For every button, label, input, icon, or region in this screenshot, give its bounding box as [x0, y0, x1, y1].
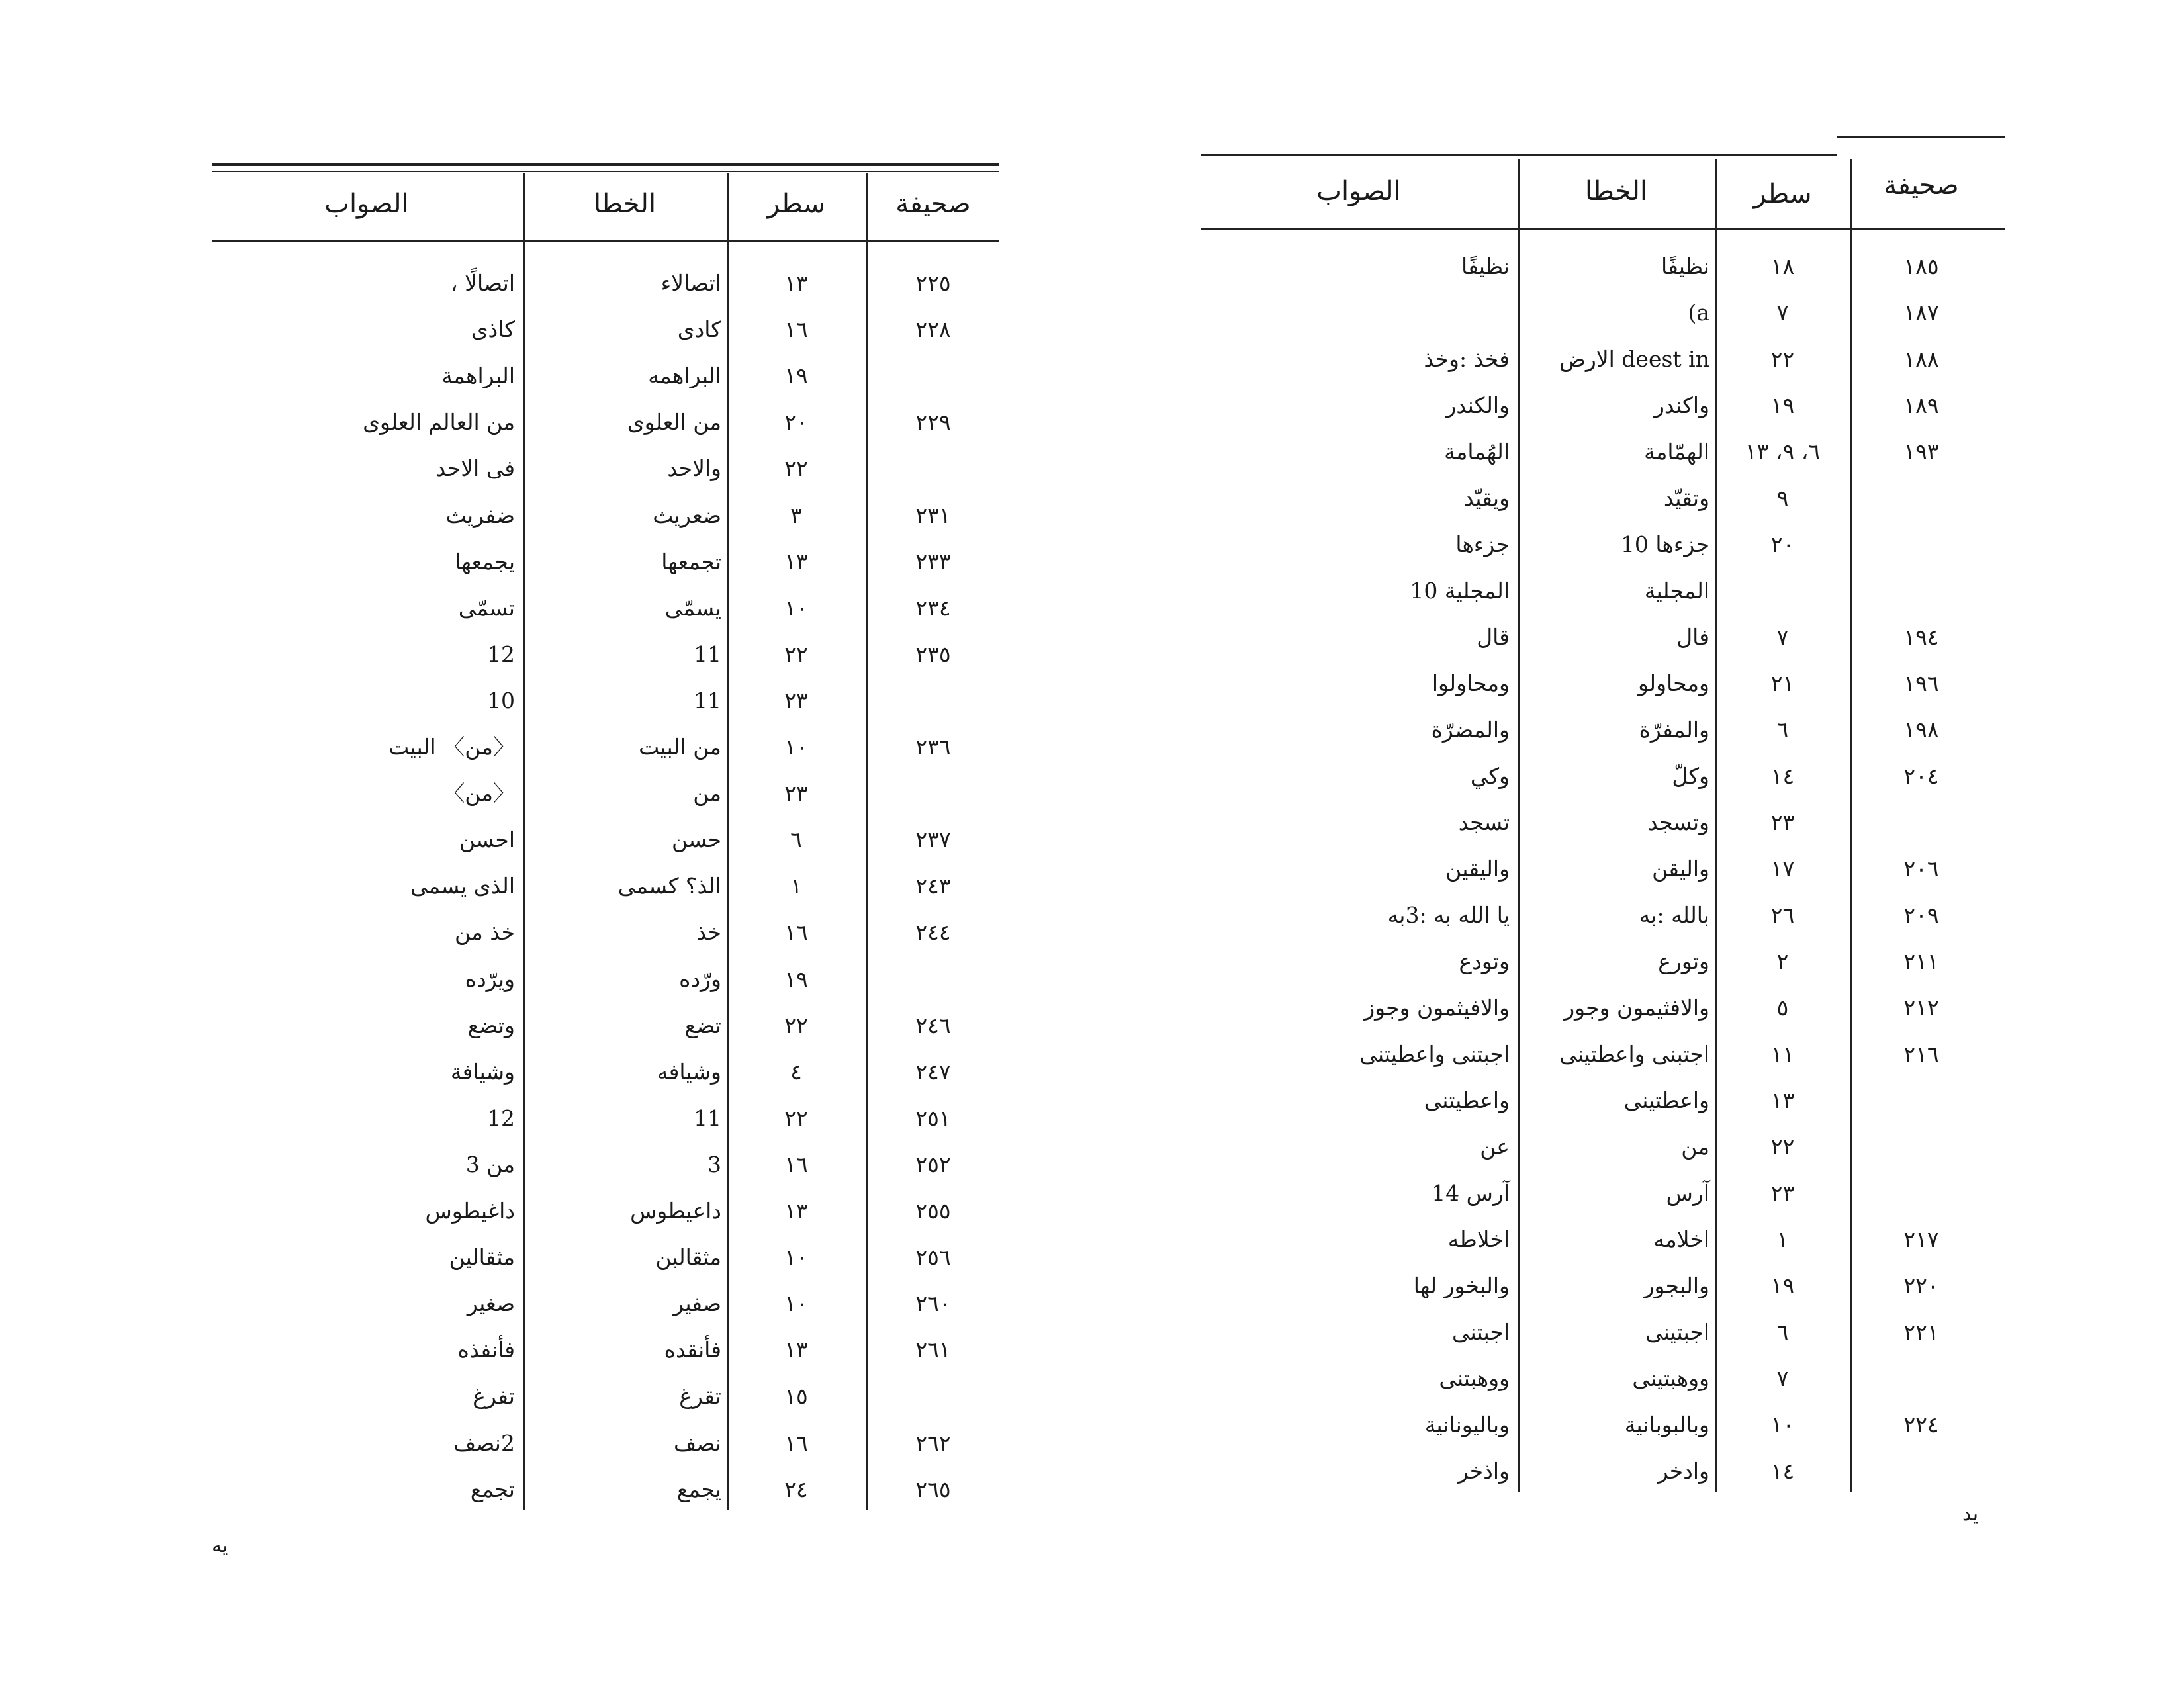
cell-right: قال: [1477, 624, 1510, 650]
cell-right: صغير: [467, 1291, 515, 1317]
cell-wrong: آرس: [1666, 1180, 1709, 1206]
cell-right: فى الاحد: [435, 455, 515, 482]
cell-line: ١٥: [784, 1383, 808, 1410]
cell-line: ٢٣: [784, 687, 808, 713]
cell-line: ٢٤: [784, 1476, 808, 1502]
cell-wrong: تقرغ: [679, 1383, 721, 1410]
cell-right: والافيثمون وجوز: [1364, 995, 1510, 1021]
cell-wrong: ورّده: [679, 966, 721, 992]
cell-line: ٢٣: [1770, 1180, 1795, 1206]
cell-right: فأنفذه: [457, 1337, 515, 1363]
cell-page: ٢٠٩: [1903, 902, 1939, 928]
cell-page: ٢٣٣: [915, 548, 951, 574]
header-page: صحيفة: [895, 189, 971, 219]
cell-line: ١٩: [784, 363, 808, 389]
cell-right: 12: [487, 641, 515, 667]
cell-page: ١٩٨: [1903, 717, 1939, 743]
cell-wrong: داعيطوس: [630, 1198, 721, 1224]
cell-wrong: من: [693, 780, 721, 807]
cell-wrong: فأنقده: [664, 1337, 721, 1363]
cell-right: وتودع: [1459, 948, 1510, 974]
cell-right: واذخر: [1457, 1458, 1510, 1484]
cell-line: ١٣: [784, 270, 808, 296]
cell-page: ٢٢١: [1903, 1319, 1939, 1345]
cell-wrong: وشيافه: [657, 1058, 721, 1085]
cell-right: 12: [487, 1105, 515, 1131]
cell-page: ٢٢٤: [1903, 1412, 1939, 1437]
cell-wrong: مثقالبن: [655, 1244, 721, 1271]
cell-right: ويقيّد: [1463, 485, 1510, 511]
cell-wrong: ووهبتينى: [1632, 1365, 1709, 1391]
cell-page: ٢٤٤: [915, 919, 951, 946]
cell-wrong: كادى: [677, 316, 721, 343]
cell-page: ٢٤٧: [915, 1058, 951, 1085]
cell-right: 〈من〉 البيت: [388, 734, 515, 760]
cell-right: وباليونانية: [1424, 1412, 1510, 1437]
cell-wrong: نصف: [674, 1430, 721, 1456]
cell-right: تسجد: [1458, 809, 1510, 835]
cell-right: من 3: [465, 1151, 515, 1177]
cell-page: ٢١١: [1903, 948, 1939, 974]
cell-wrong: 11: [694, 1105, 721, 1131]
cell-line: ٢٢: [784, 1105, 808, 1131]
cell-wrong: وتقيّد: [1663, 485, 1709, 511]
cell-line: ١٦: [784, 316, 808, 343]
cell-wrong: فال: [1676, 624, 1709, 650]
cell-line: ١٩: [784, 966, 808, 992]
header-page: صحيفة: [1884, 170, 1959, 201]
cell-line: ٢٣: [1770, 809, 1795, 835]
cell-right: 10: [487, 687, 515, 713]
cell-line: ٢٢: [784, 455, 808, 482]
cell-wrong: وكلّ: [1672, 763, 1709, 789]
cell-wrong: 3: [707, 1151, 721, 1177]
cell-wrong: حسن: [672, 827, 721, 853]
cell-line: ٢٠: [1770, 531, 1795, 557]
cell-line: ١٣: [784, 1337, 808, 1363]
cell-right: وشيافة: [450, 1058, 515, 1085]
cell-line: ٢: [1776, 948, 1789, 974]
cell-page: ٢٠٦: [1903, 856, 1939, 882]
cell-right: كاذى: [471, 316, 515, 343]
cell-wrong: والبجور: [1643, 1273, 1709, 1298]
cell-right: تجمع: [470, 1476, 515, 1502]
cell-right: وكي: [1470, 763, 1510, 789]
cell-wrong: تجمعها: [661, 548, 721, 574]
cell-wrong: صفير: [673, 1291, 721, 1317]
cell-page: ١٨٥: [1903, 253, 1939, 279]
cell-page: ٢٤٦: [915, 1012, 951, 1038]
cell-right: داغيطوس: [425, 1198, 515, 1224]
cell-line: ١٣: [1770, 1087, 1795, 1113]
cell-line: ١٠: [784, 1244, 808, 1271]
cell-wrong: وتسجد: [1647, 809, 1709, 835]
cell-line: ١٦: [784, 919, 808, 946]
cell-right: الهُمامة: [1444, 439, 1510, 465]
cell-wrong: البراهمه: [648, 363, 721, 389]
cell-page: ١٩٤: [1903, 624, 1939, 650]
cell-line: ١٠: [784, 734, 808, 760]
cell-line: ١: [1776, 1226, 1789, 1252]
cell-wrong: واليقن: [1652, 856, 1709, 882]
cell-right: احسن: [459, 827, 515, 853]
cell-wrong: 11: [694, 687, 721, 713]
top-rule-thin: [212, 171, 999, 172]
cell-right: ضفريث: [445, 502, 515, 528]
cell-page: ٢٦٢: [915, 1430, 951, 1456]
cell-page: ١٨٨: [1903, 346, 1939, 372]
cell-right: يا الله به :3به: [1387, 902, 1510, 928]
cell-wrong: والمفرّة: [1639, 717, 1709, 743]
cell-wrong: وادخر: [1657, 1458, 1709, 1484]
cell-right: ووهبتنى: [1439, 1365, 1510, 1391]
cell-line: ١٦: [784, 1151, 808, 1177]
cell-wrong: اخلامه: [1653, 1226, 1709, 1252]
cell-right: ويرّده: [465, 966, 515, 992]
cell-line: ١٩: [1770, 1273, 1795, 1298]
cell-right: يجمعها: [455, 548, 515, 574]
cell-right: البراهمة: [441, 363, 515, 389]
cell-wrong: وبالبوبانية: [1624, 1412, 1709, 1437]
folio: يد: [1962, 1502, 1979, 1526]
header-right: الصواب: [324, 189, 409, 219]
cell-right: 2نصف: [453, 1430, 515, 1456]
cell-line: ١١: [1770, 1041, 1795, 1067]
cell-right: خذ من: [454, 919, 515, 946]
cell-line: ٢٦: [1770, 902, 1795, 928]
cell-wrong: واعطتينى: [1623, 1087, 1709, 1113]
cell-line: ٢١: [1770, 670, 1795, 696]
cell-right: فخذ :وخذ: [1424, 346, 1510, 372]
header-wrong: الخطا: [1584, 176, 1648, 206]
cell-right: والبخور لها: [1413, 1273, 1510, 1298]
cell-wrong: اجبتينى: [1645, 1319, 1709, 1345]
header-line: سطر: [1753, 179, 1812, 209]
cell-wrong: يجمع: [676, 1476, 721, 1502]
cell-line: ١: [790, 873, 802, 899]
cell-wrong: من العلوى: [627, 409, 721, 435]
cell-page: ٢٢٨: [915, 316, 951, 343]
cell-right: واعطيتنى: [1424, 1087, 1510, 1113]
header-rule: [212, 240, 999, 242]
cell-wrong: نظيفًا: [1661, 253, 1709, 279]
header-right: الصواب: [1316, 176, 1401, 206]
cell-page: ٢١٦: [1903, 1041, 1939, 1067]
cell-wrong: من البيت: [639, 734, 721, 760]
cell-line: ٥: [1776, 995, 1789, 1021]
cell-right: نظيفًا: [1461, 253, 1510, 279]
cell-page: ٢٥١: [915, 1105, 951, 1131]
cell-page: ٢٢٥: [915, 270, 951, 296]
cell-line: ٦: [1776, 1319, 1789, 1345]
header-line: سطر: [766, 189, 826, 219]
cell-line: ١٣: [784, 1198, 808, 1224]
cell-line: ٧: [1776, 624, 1789, 650]
top-rule: [212, 163, 999, 166]
cell-page: ٢٢٩: [915, 409, 951, 435]
folio: يه: [212, 1534, 228, 1557]
cell-right: والمضرّة: [1431, 717, 1510, 743]
cell-line: ٦، ٩، ١٣: [1745, 439, 1821, 465]
cell-page: ٢٠٤: [1903, 763, 1939, 789]
cell-right: 〈من〉: [443, 780, 515, 807]
cell-right: من العالم العلوى: [363, 409, 515, 435]
cell-right: اجبتنى: [1452, 1319, 1510, 1345]
cell-right: اتصالًا ،: [451, 270, 515, 296]
cell-right: عن: [1480, 1134, 1510, 1160]
cell-line: ٩: [1776, 485, 1789, 511]
cell-line: ١٣: [784, 548, 808, 574]
cell-page: ٢٤٣: [915, 873, 951, 899]
cell-right: واليقين: [1445, 856, 1510, 882]
cell-page: ٢٣٧: [915, 827, 951, 853]
cell-line: ٦: [1776, 717, 1789, 743]
cell-wrong: اجتبنى واعطتينى: [1559, 1041, 1709, 1067]
cell-line: ٣: [790, 502, 802, 528]
cell-wrong: جزءها 10: [1620, 531, 1709, 557]
header-rule: [1201, 228, 2005, 230]
top-rule-left: [1201, 154, 1837, 156]
cell-page: ١٨٧: [1903, 300, 1939, 326]
cell-wrong: من: [1681, 1134, 1709, 1160]
cell-line: ٧: [1776, 1365, 1789, 1391]
cell-wrong: الهمّامة: [1644, 439, 1709, 465]
cell-line: ٢٢: [784, 1012, 808, 1038]
cell-wrong: ضعريث: [653, 502, 721, 528]
cell-line: ١٤: [1770, 1458, 1795, 1484]
cell-wrong: خذ: [696, 919, 721, 946]
cell-wrong: والافثيمون وجور: [1564, 995, 1709, 1021]
cell-right: والكندر: [1445, 392, 1510, 418]
cell-line: ٢٣: [784, 780, 808, 807]
cell-page: ٢٥٥: [915, 1198, 951, 1224]
cell-line: ١٠: [784, 1291, 808, 1317]
cell-right: اجبتنى واعطيتنى: [1359, 1041, 1510, 1067]
cell-wrong: ومحاولو: [1637, 670, 1709, 696]
cell-line: ١٠: [1770, 1412, 1795, 1437]
cell-wrong: واكندر: [1653, 392, 1709, 418]
cell-line: ١٦: [784, 1430, 808, 1456]
column-divider: [1518, 159, 1520, 1492]
cell-line: ٢٢: [1770, 1134, 1795, 1160]
cell-page: ٢١٧: [1903, 1226, 1939, 1252]
cell-page: ٢٦٥: [915, 1476, 951, 1502]
cell-wrong: يسمّى: [664, 594, 721, 621]
cell-right: اخلاطه: [1447, 1226, 1510, 1252]
cell-wrong: بالله :به: [1639, 902, 1709, 928]
cell-page: ٢٣٦: [915, 734, 951, 760]
cell-page: ٢٣١: [915, 502, 951, 528]
cell-right: ومحاولوا: [1432, 670, 1510, 696]
cell-line: ١٨: [1770, 253, 1795, 279]
cell-wrong: تضع: [684, 1012, 721, 1038]
cell-page: ٢٦٠: [915, 1291, 951, 1317]
cell-page: ٢٥٦: [915, 1244, 951, 1271]
cell-wrong: وتورع: [1658, 948, 1709, 974]
cell-wrong: اتصالاء: [660, 270, 721, 296]
cell-page: ٢٣٤: [915, 594, 951, 621]
cell-line: ٢٢: [1770, 346, 1795, 372]
cell-line: ١٠: [784, 594, 808, 621]
cell-wrong: 11: [694, 641, 721, 667]
cell-right: تسمّى: [458, 594, 515, 621]
cell-page: ٢٣٥: [915, 641, 951, 667]
cell-line: ٤: [790, 1058, 802, 1085]
cell-page: ٢٦١: [915, 1337, 951, 1363]
cell-right: الذى يسمى: [410, 873, 515, 899]
cell-right: آرس 14: [1432, 1180, 1510, 1206]
top-rule-right: [1837, 136, 2005, 138]
cell-right: المجلية 10: [1410, 578, 1510, 604]
cell-line: ٦: [790, 827, 802, 853]
cell-page: ٢١٢: [1903, 995, 1939, 1021]
cell-page: ١٨٩: [1903, 392, 1939, 418]
cell-line: ١٩: [1770, 392, 1795, 418]
column-divider: [523, 173, 525, 1510]
cell-wrong: المجلية: [1644, 578, 1709, 604]
cell-wrong: deest in الارض: [1559, 346, 1709, 372]
cell-right: تفرغ: [473, 1383, 515, 1410]
cell-line: ٢٠: [784, 409, 808, 435]
cell-wrong: a): [1688, 300, 1709, 326]
cell-line: ١٧: [1770, 856, 1795, 882]
cell-page: ١٩٦: [1903, 670, 1939, 696]
cell-right: وتضع: [467, 1012, 515, 1038]
cell-line: ٢٢: [784, 641, 808, 667]
cell-right: جزءها: [1455, 531, 1510, 557]
cell-right: مثقالين: [449, 1244, 515, 1271]
cell-line: ٧: [1776, 300, 1789, 326]
header-wrong: الخطا: [593, 189, 657, 219]
cell-page: ٢٢٠: [1903, 1273, 1939, 1298]
cell-wrong: الذ؟ كسمى: [617, 873, 721, 899]
cell-page: ١٩٣: [1903, 439, 1939, 465]
cell-wrong: والاحد: [667, 455, 721, 482]
cell-page: ٢٥٢: [915, 1151, 951, 1177]
cell-line: ١٤: [1770, 763, 1795, 789]
